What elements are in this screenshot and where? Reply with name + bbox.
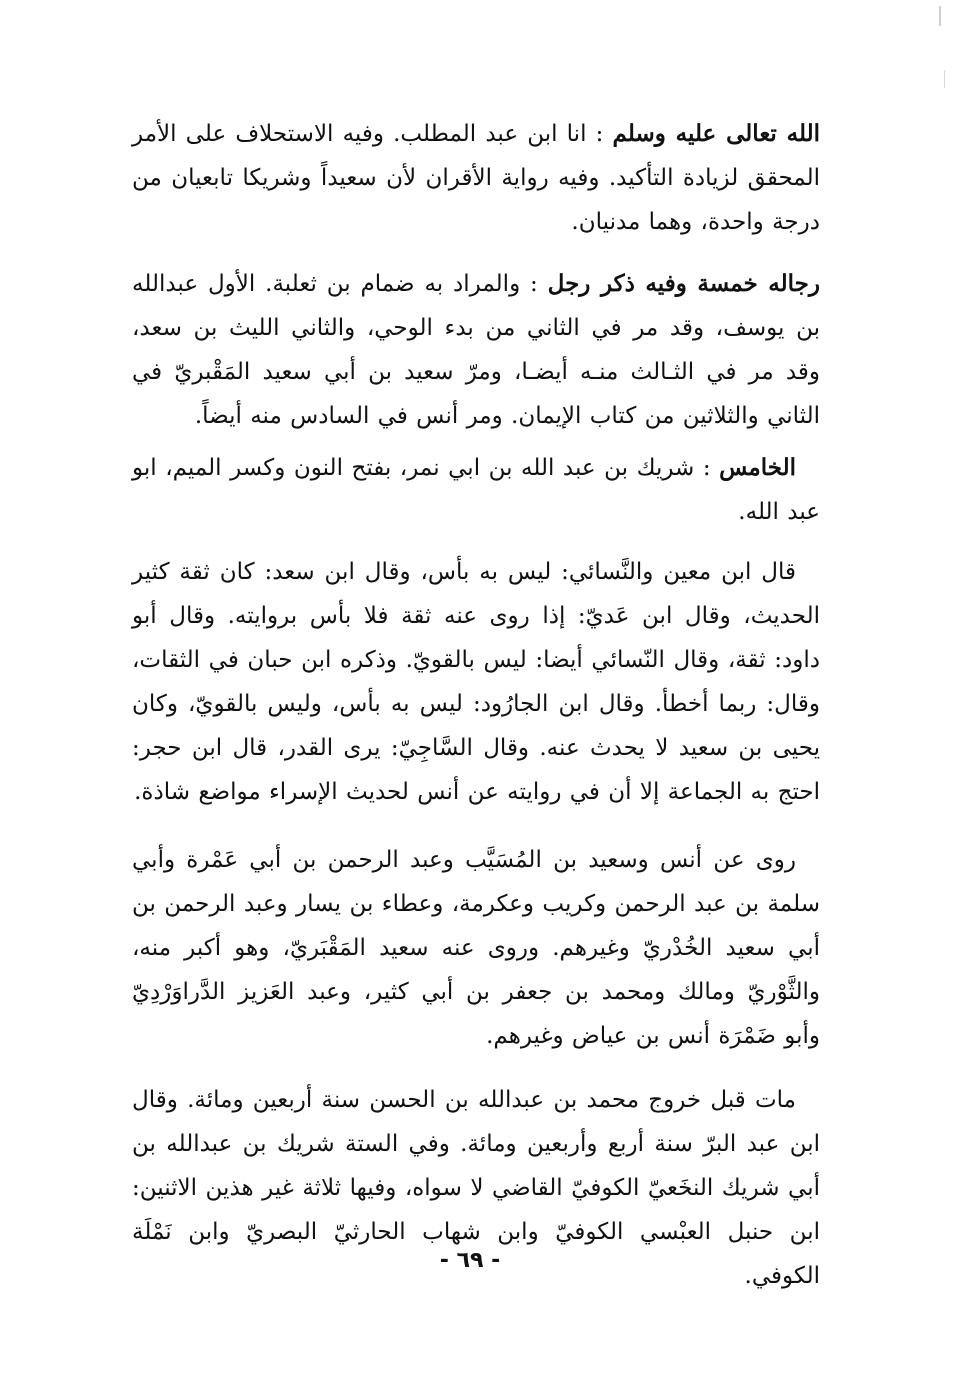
paragraph-body: : انا ابن عبد المطلب. وفيه الاستحلاف على الأمر المحقق لزيادة التأكيد. وفيه رواية الأقران لأن سعيداً وشريكا تابعيان من درجة واحدة، وهما مدنيان. xyxy=(132,121,820,235)
paragraph-fifth-narrator xyxy=(132,446,820,534)
main-text-column xyxy=(132,112,820,1298)
paragraph-body: مات قبل خروج محمد بن عبدالله بن الحسن سنة أربعين ومائة. وقال ابن عبد البرّ سنة أربع وأربعين ومائة. وفي الستة شريك بن عبدالله بن أبي شريك النخَعيّ الكوفيّ القاضي لا سواه، وفيها ثلاثة غير هذين الاثنين: ابن حنبل العبْسي الكوفيّ وابن شهاب الحارثيّ البصريّ وابن نَمْلَة الكوفي. xyxy=(132,1087,820,1289)
paragraph-body: : والمراد به ضمام بن ثعلبة. الأول عبدالله بن يوسف، وقد مر في الثاني من بدء الوحي، والثاني الليث بن سعد، وقد مر في الثـالث منـه أيضـا، ومرّ سعيد بن أبي سعيد المَقْبريّ في الثاني والثلاثين من كتاب الإيمان. ومر أنس في السادس منه أيضاً. xyxy=(132,271,820,429)
page-number: - ٦٩ - xyxy=(439,1248,501,1273)
paragraph-lead: الله تعالى عليه وسلم xyxy=(612,120,820,147)
paragraph-narrators xyxy=(132,262,820,438)
paragraph-body: قال ابن معين والنَّسائي: ليس به بأس، وقال ابن سعد: كان ثقة كثير الحديث، وقال ابن عَديّ: إذا روى عنه ثقة فلا بأس بروايته. وقال أبو داود: ثقة، وقال النّسائي أيضا: ليس بالقويّ. وذكره ابن حبان في الثقات، وقال: ربما أخطأ. وقال ابن الجارُود: ليس به بأس، وليس بالقويّ، وكان يحيى بن سعيد لا يحدث عنه. وقال السَّاجِيّ: يرى القدر، قال ابن حجر: احتج به الجماعة إلا أن في روايته عن أنس لحديث الإسراء مواضع شاذة. xyxy=(132,559,820,805)
paragraph-lead: الخامس xyxy=(719,454,796,481)
paragraph-body: : شريك بن عبد الله بن ابي نمر، بفتح النون وكسر الميم، ابو عبد الله. xyxy=(132,455,820,525)
paragraph-narrator-evaluations xyxy=(132,550,820,814)
paragraph-narrated-from xyxy=(132,838,820,1058)
scan-margin-mark xyxy=(939,6,941,26)
scan-margin-mark xyxy=(944,70,945,88)
paragraph-lead: رجاله خمسة وفيه ذكر رجل xyxy=(547,270,820,297)
paragraph-body: روى عن أنس وسعيد بن المُسَيَّب وعبد الرحمن بن أبي عَمْرة وأبي سلمة بن عبد الرحمن وكريب وعكرمة، وعطاء بن يسار وعبد الرحمن بن أبي سعيد الخُدْريّ وغيرهم. وروى عنه سعيد المَقْبَريّ، وهو أكبر منه، والثَّوْريّ ومالك ومحمد بن جعفر بن أبي كثير، وعبد العَزيز الدَّراوَرْدِيّ وأبو ضَمْرَة أنس بن عياض وغيرهم. xyxy=(132,847,820,1049)
paragraph-hadith-closing xyxy=(132,112,820,244)
